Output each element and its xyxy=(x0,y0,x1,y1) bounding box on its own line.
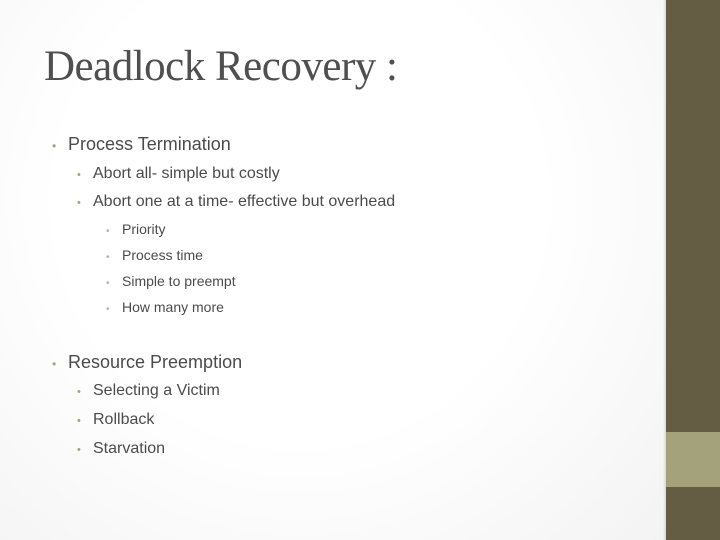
bullet-resource-preemption xyxy=(52,352,242,373)
sub-bullet-starvation xyxy=(77,440,165,458)
sub-bullet-rollback xyxy=(77,411,154,429)
sub-sub-bullet-label: Simple to preempt xyxy=(122,273,236,289)
sub-bullet-label: Starvation xyxy=(93,440,166,457)
bullet-icon: • xyxy=(106,278,110,289)
sub-sub-bullet-how-many-more xyxy=(106,299,224,315)
bullet-icon: • xyxy=(52,139,57,153)
bullet-icon: • xyxy=(52,357,57,371)
sub-sub-bullet-label: Priority xyxy=(122,221,166,237)
sub-sub-bullet-priority xyxy=(106,221,166,237)
sub-bullet-selecting-victim xyxy=(77,382,220,400)
sub-bullet-label: Abort all- simple but costly xyxy=(93,165,280,182)
sub-bullet-label: Abort one at a time- effective but overhead xyxy=(93,193,396,210)
bullet-icon: • xyxy=(106,252,110,263)
bullet-icon: • xyxy=(77,169,81,181)
sub-sub-bullet-label: Process time xyxy=(122,247,203,263)
bullet-label: Resource Preemption xyxy=(68,352,243,372)
sub-bullet-abort-one xyxy=(77,193,395,211)
bullet-icon: • xyxy=(106,226,110,237)
sub-sub-bullet-simple-to-preempt xyxy=(106,273,236,289)
sub-bullet-abort-all xyxy=(77,165,280,183)
bullet-icon: • xyxy=(77,415,81,427)
bullet-icon: • xyxy=(77,197,81,209)
sub-sub-bullet-label: How many more xyxy=(122,299,224,315)
sub-sub-bullet-process-time xyxy=(106,247,203,263)
bullet-icon: • xyxy=(106,304,110,315)
sub-bullet-label: Rollback xyxy=(93,411,155,428)
bullet-icon: • xyxy=(77,444,81,456)
slide-title: Deadlock Recovery : xyxy=(44,43,398,90)
right-accent-block xyxy=(666,432,720,487)
sub-bullet-label: Selecting a Victim xyxy=(93,382,220,399)
bullet-icon: • xyxy=(77,386,81,398)
bullet-process-termination xyxy=(52,134,231,155)
bullet-label: Process Termination xyxy=(68,134,231,154)
